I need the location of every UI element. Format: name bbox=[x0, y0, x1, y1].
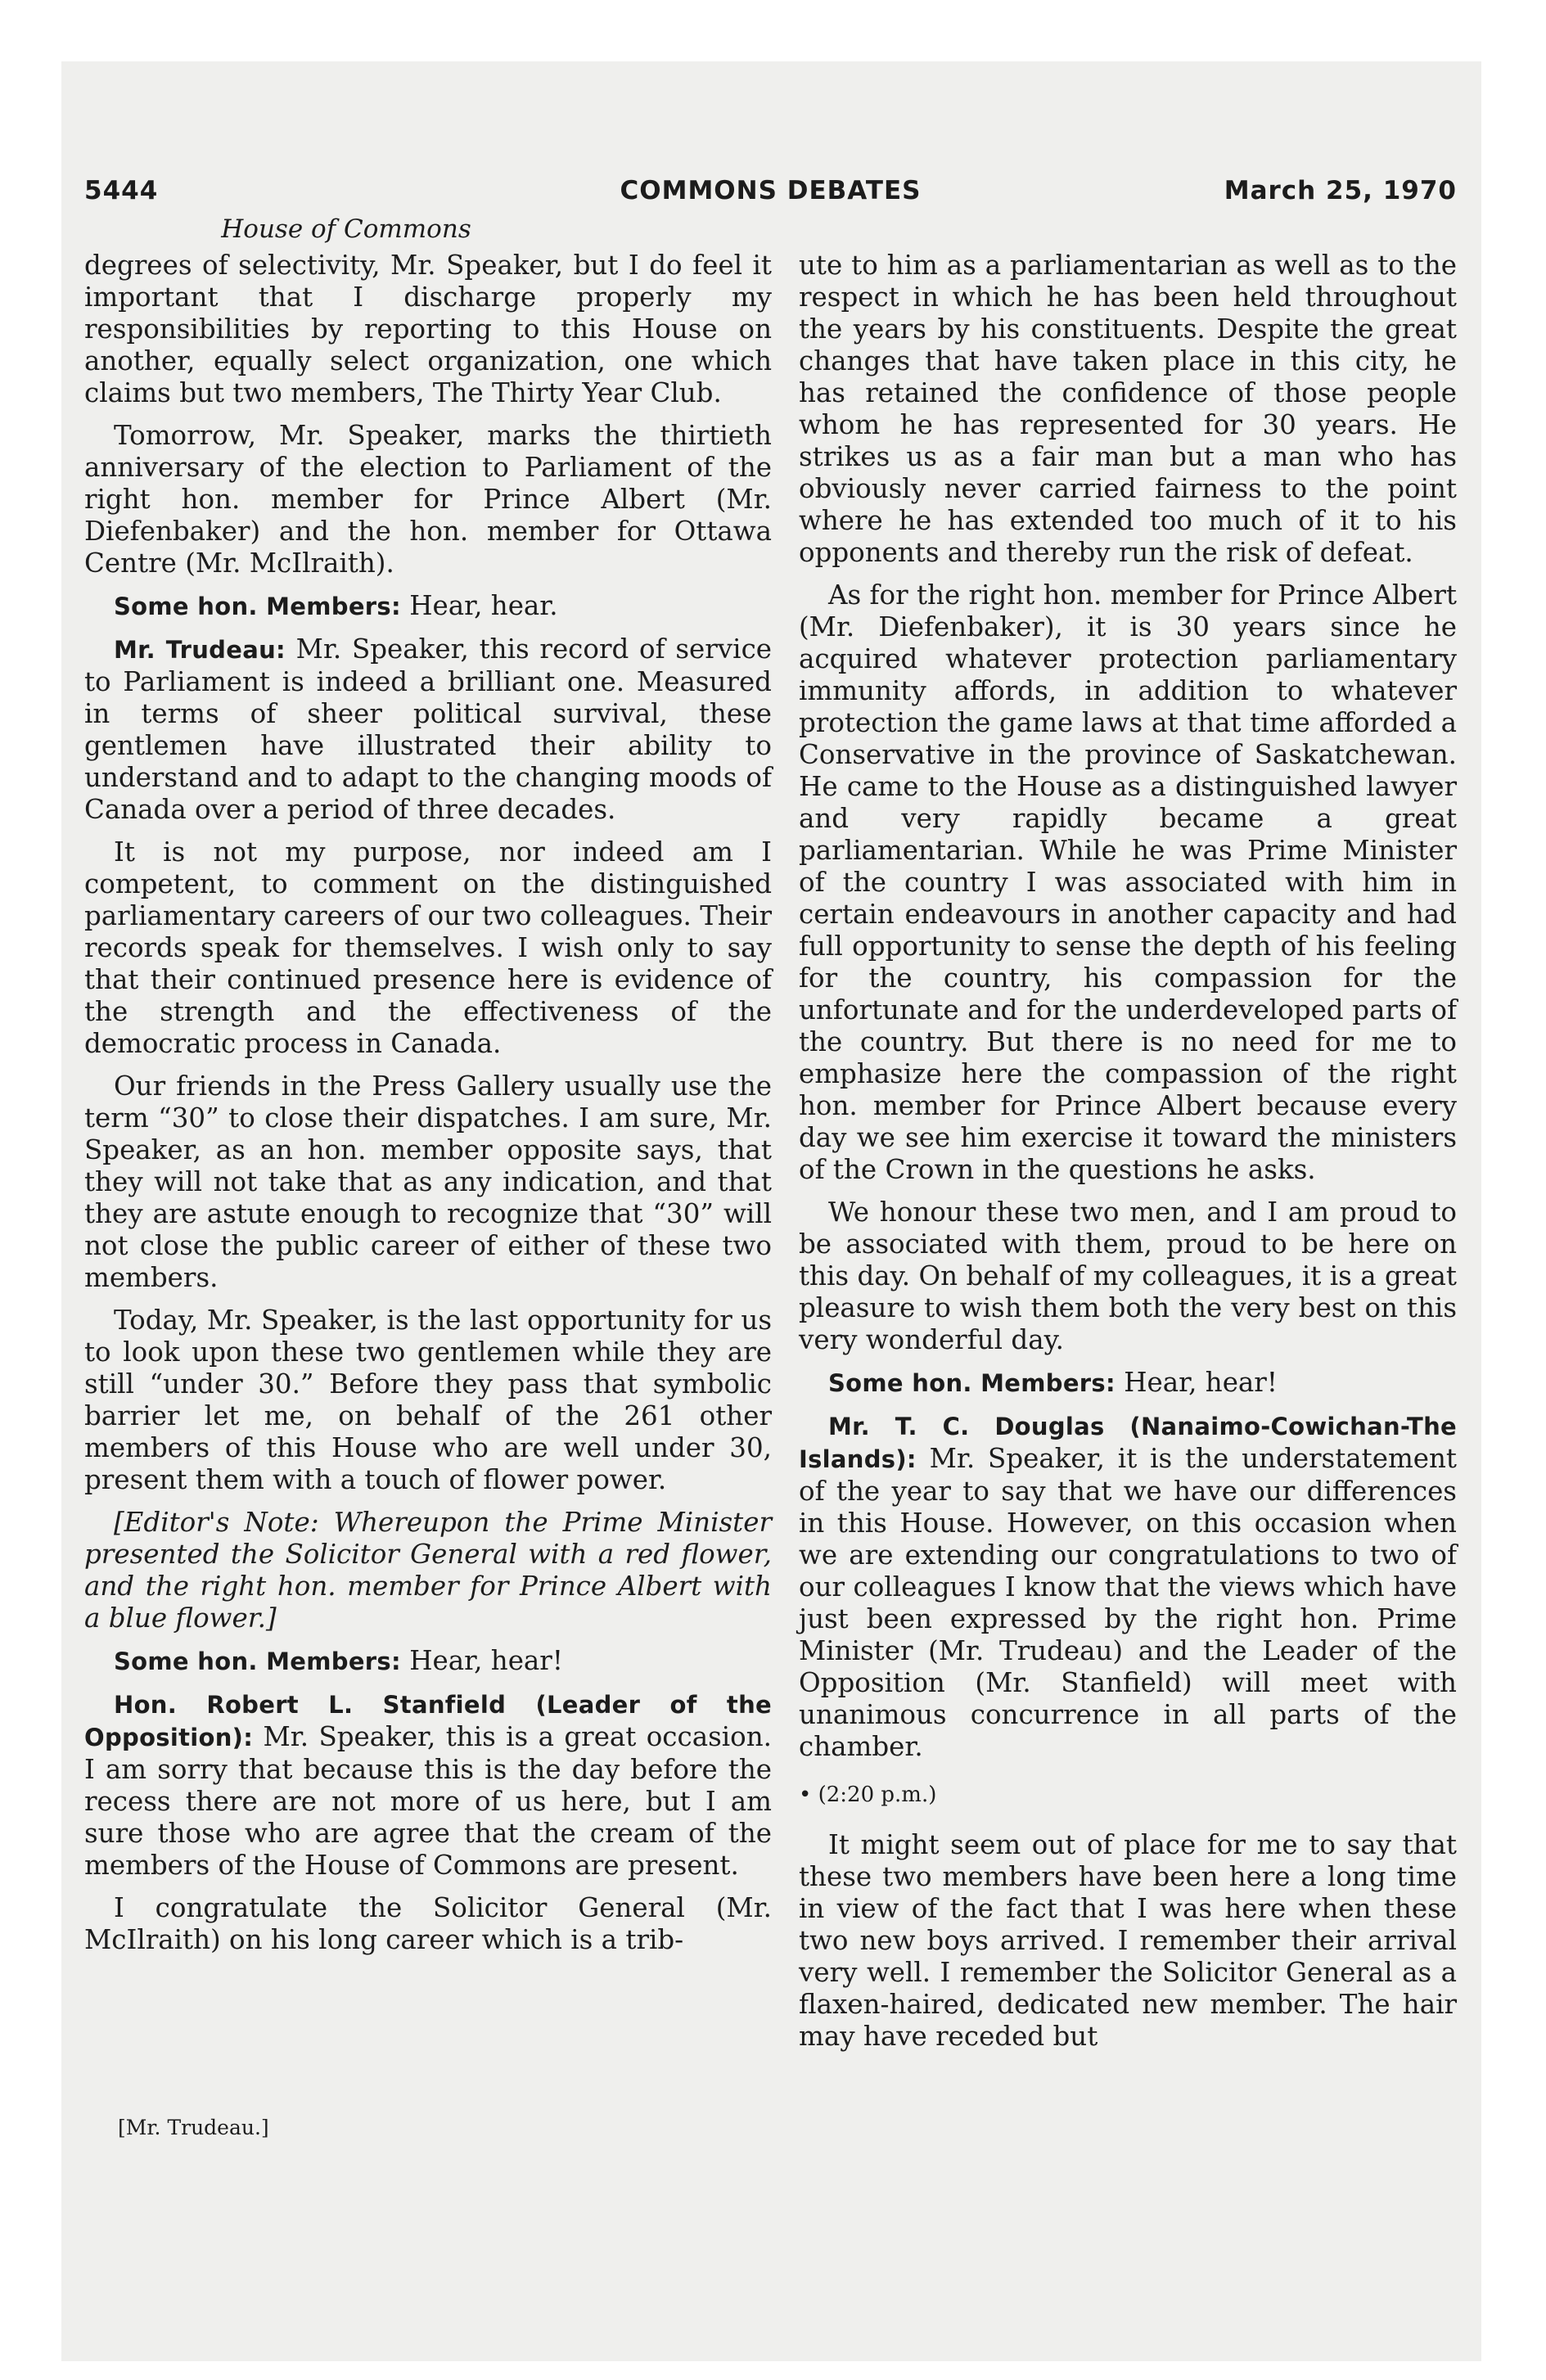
speaker-name: Some hon. Members: bbox=[114, 593, 401, 620]
speech bbox=[84, 633, 772, 826]
paragraph: Tomorrow, Mr. Speaker, marks the thirtieth anniversary of the election to Parliament of the right hon. member for Prince Albert (Mr. Diefenbaker) and the hon. member for Ottawa Centre (Mr. McIlraith). bbox=[84, 420, 772, 579]
speech bbox=[84, 1688, 772, 1882]
time-marker: • (2:20 p.m.) bbox=[799, 1783, 937, 1807]
speech bbox=[799, 1367, 1457, 1400]
speech-text: Hear, hear. bbox=[400, 590, 558, 621]
journal-title: COMMONS DEBATES bbox=[620, 176, 922, 205]
speaker-name: Hon. Robert L. Stanfield (Leader of the Opposition): bbox=[84, 1691, 772, 1751]
paragraph: ute to him as a parliamentarian as well as to the respect in which he has been held throughout the years by his constituents. Despite the great changes that have taken place in this city, he has retained the confidence of those people whom he has represented for 30 years. He strikes us as a fair man but a man who has obviously never carried fairness to the point where he has extended too much of it to his opponents and thereby run the risk of defeat. bbox=[799, 250, 1457, 568]
page-header bbox=[84, 176, 1457, 217]
speaker-name: Some hon. Members: bbox=[114, 1648, 401, 1675]
right-column bbox=[799, 250, 1457, 2063]
page-date: March 25, 1970 bbox=[1224, 176, 1457, 205]
paragraph: We honour these two men, and I am proud to be associated with them, proud to be here on this day. On behalf of my colleagues, it is a great pleasure to wish them both the very best on this very wonderful day. bbox=[799, 1197, 1457, 1355]
paragraph: As for the right hon. member for Prince Albert (Mr. Diefenbaker), it is 30 years since he acquired whatever protection parliamentary immunity affords, in addition to whatever protection the game laws at that time afforded a Conservative in the province of Saskatchewan. He came to the House as a distinguished lawyer and very rapidly became a great parliamentarian. While he was Prime Minister of the country I was associated with him in certain endeavours in another capacity and had full opportunity to sense the depth of his feeling for the country, his compassion for the unfortunate and for the underdeveloped parts of the country. But there is no need for me to emphasize here the compassion of the right hon. member for Prince Albert because every day we see him exercise it toward the ministers of the Crown in the questions he asks. bbox=[799, 579, 1457, 1185]
editors-note: [Editor's Note: Whereupon the Prime Minister presented the Solicitor General with a red flower, and the right hon. member for Prince Albert with a blue flower.] bbox=[84, 1507, 772, 1634]
speech bbox=[84, 1645, 772, 1678]
running-head: House of Commons bbox=[221, 214, 471, 244]
speaker-name: Mr. T. C. Douglas (Nanaimo-Cowichan-The Islands): bbox=[799, 1413, 1457, 1473]
speaker-name: Mr. Trudeau: bbox=[114, 636, 286, 664]
paragraph: It might seem out of place for me to say that these two members have been here a long time in view of the fact that I was here when these two new boys arrived. I remember their arrival very well. I remember the Solicitor General as a flaxen-haired, dedicated new member. The hair may have receded but bbox=[799, 1829, 1457, 2052]
speech-text: Mr. Speaker, this record of service to Parliament is indeed a brilliant one. Measured in terms of sheer political survival, these gentlemen have illustrated their ability to understand and to adapt to the changing moods of Canada over a period of three decades. bbox=[84, 633, 772, 825]
speech-text: Hear, hear! bbox=[400, 1645, 563, 1676]
paragraph: I congratulate the Solicitor General (Mr. McIlraith) on his long career which is a trib- bbox=[84, 1892, 772, 1955]
paragraph: Our friends in the Press Gallery usually use the term “30” to close their dispatches. I am sure, Mr. Speaker, as an hon. member opposite says, that they will not take that as any indication, and that they are astute enough to recognize that “30” will not close the public career of either of these two members. bbox=[84, 1071, 772, 1293]
speech-text: Mr. Speaker, it is the understatement of the year to say that we have our differences in this House. However, on this occasion when we are extending our congratulations to two of our colleagues I know that the views which have just been expressed by the right hon. Prime Minister (Mr. Trudeau) and the Leader of the Opposition (Mr. Stanfield) will meet with unanimous concurrence in all parts of the chamber. bbox=[799, 1443, 1457, 1762]
speaker-name: Some hon. Members: bbox=[828, 1369, 1116, 1397]
speech bbox=[799, 1410, 1457, 1763]
left-column bbox=[84, 250, 772, 1967]
paragraph: degrees of selectivity, Mr. Speaker, but I do feel it important that I discharge properly my responsibilities by reporting to this House on another, equally select organization, one which claims but two members, The Thirty Year Club. bbox=[84, 250, 772, 408]
speech bbox=[84, 590, 772, 623]
footer-speaker-tag: [Mr. Trudeau.] bbox=[118, 2116, 269, 2139]
page-number: 5444 bbox=[84, 176, 159, 205]
paragraph: Today, Mr. Speaker, is the last opportunity for us to look upon these two gentlemen while they are still “under 30.” Before they pass that symbolic barrier let me, on behalf of the 261 other members of this House who are well under 30, present them with a touch of flower power. bbox=[84, 1305, 772, 1495]
speech-text: Mr. Speaker, this is a great occasion. I am sorry that because this is the day before the recess there are not more of us here, but I am sure those who are agree that the cream of the members of the House of Commons are present. bbox=[84, 1721, 772, 1881]
paragraph: It is not my purpose, nor indeed am I competent, to comment on the distinguished parliamentary careers of our two colleagues. Their records speak for themselves. I wish only to say that their continued presence here is evidence of the strength and the effectiveness of the democratic process in Canada. bbox=[84, 836, 772, 1059]
speech-text: Hear, hear! bbox=[1115, 1367, 1278, 1398]
